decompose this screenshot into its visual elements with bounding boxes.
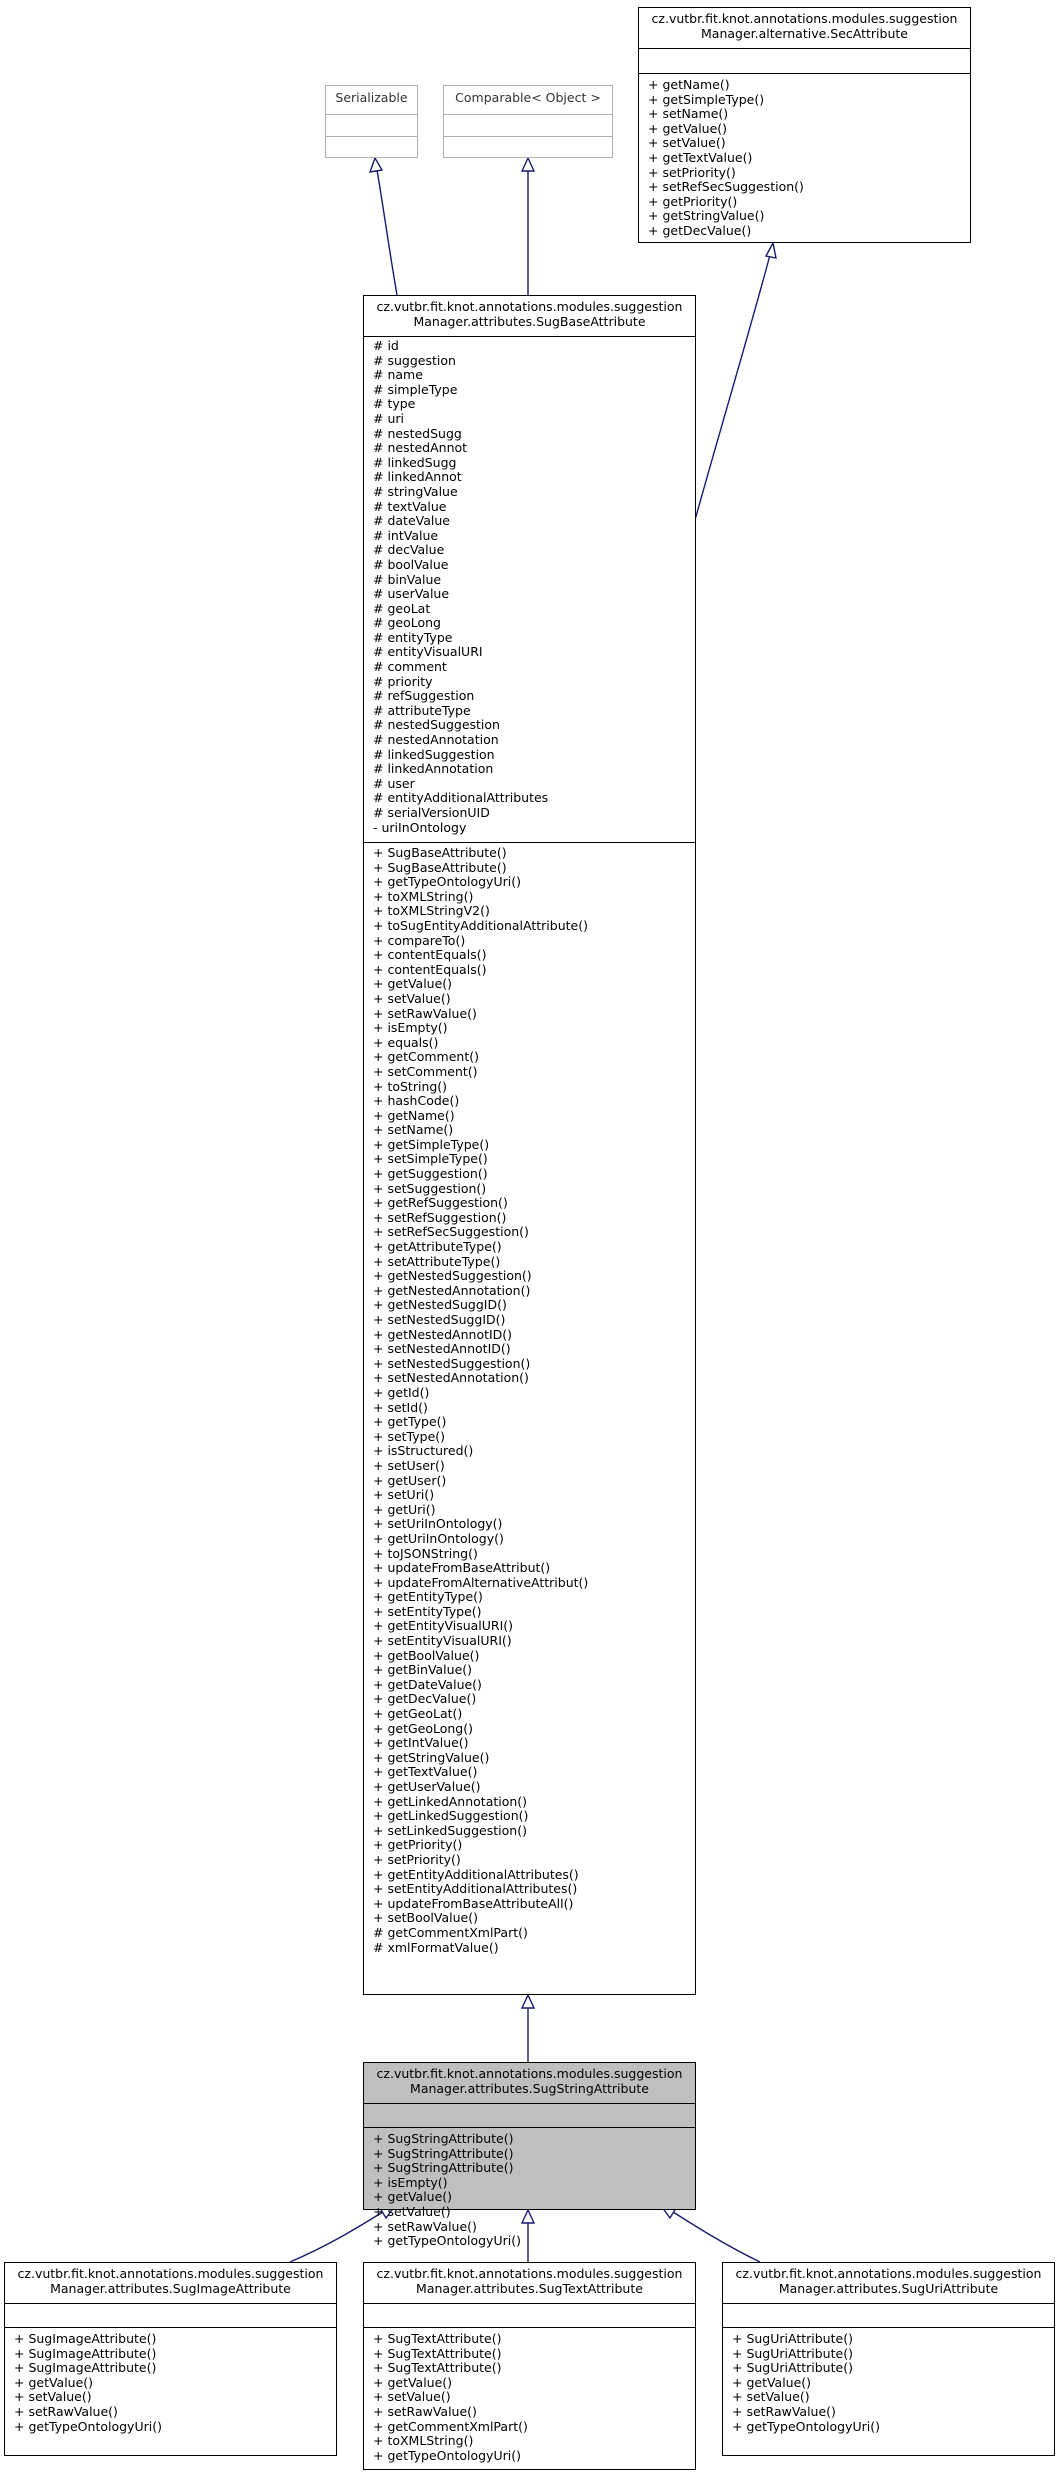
method-entry: + setValue() <box>732 2389 810 2405</box>
method-entry: + setRawValue() <box>14 2403 118 2419</box>
arrowhead-secattribute <box>766 243 776 258</box>
method-entry: + getDateValue() <box>373 1676 482 1692</box>
attribute-entry: # binValue <box>373 571 442 587</box>
method-entry: + toXMLString() <box>373 2433 474 2449</box>
class-sug-text-attribute <box>363 2262 696 2470</box>
attribute-entry: # linkedSuggestion <box>373 746 495 762</box>
method-entry: + setAttributeType() <box>373 1253 501 1269</box>
method-entry: + getGeoLat() <box>373 1706 463 1722</box>
method-entry: + getValue() <box>14 2374 94 2390</box>
class-sug-image-attribute <box>4 2262 337 2456</box>
class-title <box>364 2063 695 2103</box>
class-title-text: Serializable <box>335 90 408 105</box>
attributes-section <box>5 2303 336 2327</box>
method-entry: + toJSONString() <box>373 1545 478 1561</box>
method-entry: + getValue() <box>732 2374 812 2390</box>
class-title-line2: Manager.attributes.SugTextAttribute <box>416 2281 643 2296</box>
method-entry: + getSimpleType() <box>373 1136 490 1152</box>
class-sug-uri-attribute <box>722 2262 1055 2456</box>
method-entry: + getEntityType() <box>373 1589 483 1605</box>
attribute-entry: # linkedAnnotation <box>373 761 494 777</box>
method-entry: + setType() <box>373 1428 446 1444</box>
method-entry: + getEntityAdditionalAttributes() <box>373 1866 579 1882</box>
attribute-entry: # userValue <box>373 586 450 602</box>
attribute-entry: # refSuggestion <box>373 688 475 704</box>
method-entry: + getNestedAnnotID() <box>373 1326 513 1342</box>
attribute-entry: # type <box>373 396 416 412</box>
attribute-entry: # nestedAnnot <box>373 440 468 456</box>
attribute-entry: # geoLong <box>373 615 441 631</box>
method-entry: + equals() <box>373 1034 439 1050</box>
class-title-line1: cz.vutbr.fit.knot.annotations.modules.suggestion <box>735 2266 1042 2281</box>
attribute-entry: # nestedAnnotation <box>373 732 499 748</box>
method-entry: + contentEquals() <box>373 961 487 977</box>
class-title-line2: Manager.attributes.SugBaseAttribute <box>413 314 646 329</box>
attribute-entry: # attributeType <box>373 702 471 718</box>
method-entry: + hashCode() <box>373 1093 460 1109</box>
attribute-entry: # comment <box>373 659 447 675</box>
method-entry: + getUri() <box>373 1501 436 1517</box>
attribute-entry: # entityType <box>373 629 453 645</box>
method-entry: + toString() <box>373 1078 448 1094</box>
attribute-entry: # uri <box>373 410 404 426</box>
class-title-line1: cz.vutbr.fit.knot.annotations.modules.suggestion <box>376 2066 683 2081</box>
method-entry: + getTypeOntologyUri() <box>732 2418 880 2434</box>
attributes-section <box>444 114 612 136</box>
method-entry: + getSimpleType() <box>648 91 765 107</box>
method-entry: + setRawValue() <box>732 2403 836 2419</box>
attribute-entry: # stringValue <box>373 483 458 499</box>
method-entry: + SugImageAttribute() <box>14 2360 157 2376</box>
methods-section <box>723 2327 1054 2434</box>
method-entry: + getStringValue() <box>373 1749 490 1765</box>
class-title-line2: Manager.attributes.SugStringAttribute <box>410 2081 649 2096</box>
class-sug-string-attribute <box>363 2062 696 2249</box>
method-entry: + setValue() <box>373 990 451 1006</box>
method-entry: + getCommentXmlPart() <box>373 2418 528 2434</box>
attributes-section <box>639 48 970 73</box>
attribute-entry: # textValue <box>373 498 447 514</box>
attribute-entry: # intValue <box>373 527 439 543</box>
method-entry: + isEmpty() <box>373 1020 448 1036</box>
method-entry: + SugBaseAttribute() <box>373 859 507 875</box>
method-entry: + setNestedAnnotID() <box>373 1341 511 1357</box>
class-title <box>326 86 417 114</box>
method-entry: + contentEquals() <box>373 947 487 963</box>
attribute-entry: - uriInOntology <box>373 819 467 835</box>
method-entry: + setPriority() <box>648 164 736 180</box>
method-entry: + isEmpty() <box>373 2174 448 2190</box>
method-entry: + setId() <box>373 1399 428 1415</box>
method-entry: + getLinkedAnnotation() <box>373 1793 528 1809</box>
method-entry: + setValue() <box>373 2203 451 2219</box>
method-entry: + setRawValue() <box>373 1005 477 1021</box>
method-entry: + setSuggestion() <box>373 1180 487 1196</box>
method-entry: + updateFromAlternativeAttribut() <box>373 1574 589 1590</box>
method-entry: + getValue() <box>373 2374 453 2390</box>
method-entry: + getTextValue() <box>373 1764 478 1780</box>
method-entry: + getTypeOntologyUri() <box>373 874 521 890</box>
method-entry: + getComment() <box>373 1049 479 1065</box>
method-entry: + getUser() <box>373 1472 447 1488</box>
method-entry: + setComment() <box>373 1063 478 1079</box>
method-entry: + setValue() <box>648 135 726 151</box>
method-entry: + getTextValue() <box>648 149 753 165</box>
class-title <box>444 86 612 114</box>
method-entry: + getBoolValue() <box>373 1647 480 1663</box>
method-entry: + getUriInOntology() <box>373 1530 504 1546</box>
method-entry: + SugBaseAttribute() <box>373 845 507 860</box>
method-entry: + getId() <box>373 1384 430 1400</box>
method-entry: + setSimpleType() <box>373 1151 488 1167</box>
attribute-entry: # nestedSuggestion <box>373 717 500 733</box>
attribute-entry: # entityAdditionalAttributes <box>373 790 549 806</box>
attribute-entry: # linkedSugg <box>373 454 457 470</box>
arrowhead-serializable <box>370 158 382 172</box>
attribute-entry: # geoLat <box>373 600 431 616</box>
method-entry: + getIntValue() <box>373 1735 469 1751</box>
methods-section <box>364 2127 695 2249</box>
attribute-entry: # suggestion <box>373 352 456 368</box>
method-entry: + getName() <box>373 1107 455 1123</box>
method-entry: + setEntityType() <box>373 1603 482 1619</box>
attribute-entry: # id <box>373 338 399 353</box>
method-entry: + setEntityVisualURI() <box>373 1633 512 1649</box>
class-title-line1: cz.vutbr.fit.knot.annotations.modules.suggestion <box>376 2266 683 2281</box>
methods-section <box>326 136 417 157</box>
methods-section <box>364 2327 695 2463</box>
method-entry: + getAttributeType() <box>373 1239 502 1255</box>
attribute-entry: # dateValue <box>373 513 450 529</box>
method-entry: + getType() <box>373 1414 447 1430</box>
attribute-entry: # user <box>373 775 415 791</box>
class-title-line2: Manager.attributes.SugUriAttribute <box>778 2281 999 2296</box>
method-entry: + getNestedSuggestion() <box>373 1268 532 1284</box>
attributes-section <box>364 2103 695 2127</box>
method-entry: + setUri() <box>373 1487 435 1503</box>
class-title-line2: Manager.alternative.SecAttribute <box>701 26 908 41</box>
method-entry: + setUriInOntology() <box>373 1516 503 1532</box>
method-entry: + setNestedSuggID() <box>373 1312 506 1327</box>
method-entry: + getValue() <box>373 2189 453 2205</box>
class-comparable <box>443 85 613 158</box>
method-entry: + getBinValue() <box>373 1662 473 1678</box>
method-entry: + SugUriAttribute() <box>732 2331 853 2346</box>
arrowhead-base <box>522 1995 534 2008</box>
method-entry: + getTypeOntologyUri() <box>373 2233 521 2249</box>
method-entry: + getDecValue() <box>373 1691 477 1707</box>
method-entry: + SugStringAttribute() <box>373 2145 514 2161</box>
method-entry: + getNestedAnnotation() <box>373 1282 531 1298</box>
method-entry: + SugStringAttribute() <box>373 2131 514 2146</box>
method-entry: + setLinkedSuggestion() <box>373 1822 527 1838</box>
attribute-entry: # serialVersionUID <box>373 805 490 820</box>
class-title <box>364 296 695 336</box>
attribute-entry: # nestedSugg <box>373 425 462 441</box>
method-entry: # xmlFormatValue() <box>373 1939 499 1955</box>
methods-section <box>639 73 970 239</box>
arrowhead-comparable <box>522 158 534 171</box>
method-entry: + setEntityAdditionalAttributes() <box>373 1881 578 1897</box>
method-entry: + getSuggestion() <box>373 1166 488 1182</box>
method-entry: + setRawValue() <box>373 2218 477 2234</box>
method-entry: + setNestedSuggestion() <box>373 1355 531 1371</box>
class-title-line1: cz.vutbr.fit.knot.annotations.modules.suggestion <box>651 11 958 26</box>
attribute-entry: # simpleType <box>373 381 458 397</box>
attribute-entry: # entityVisualURI <box>373 644 483 660</box>
method-entry: + SugStringAttribute() <box>373 2160 514 2176</box>
method-entry: + SugImageAttribute() <box>14 2345 157 2361</box>
method-entry: + getValue() <box>648 120 728 136</box>
attribute-entry: # linkedAnnot <box>373 469 462 485</box>
edge-base-to-serializable <box>377 170 397 295</box>
attribute-entry: # boolValue <box>373 556 449 572</box>
method-entry: + getValue() <box>373 976 453 992</box>
class-sec-attribute <box>638 7 971 243</box>
method-entry: + getRefSuggestion() <box>373 1195 508 1211</box>
class-title <box>5 2263 336 2303</box>
method-entry: + SugTextAttribute() <box>373 2345 502 2361</box>
method-entry: + updateFromBaseAttribut() <box>373 1560 551 1576</box>
method-entry: + setRawValue() <box>373 2403 477 2419</box>
method-entry: + toXMLString() <box>373 888 474 904</box>
method-entry: + getDecValue() <box>648 222 752 238</box>
method-entry: + SugUriAttribute() <box>732 2360 853 2376</box>
method-entry: + getNestedSuggID() <box>373 1297 507 1313</box>
method-entry: + getTypeOntologyUri() <box>373 2447 521 2463</box>
attribute-entry: # name <box>373 367 423 383</box>
methods-section <box>364 842 695 1955</box>
methods-section <box>444 136 612 157</box>
method-entry: + setRefSecSuggestion() <box>648 179 804 195</box>
method-entry: + SugImageAttribute() <box>14 2331 157 2346</box>
method-entry: + setBoolValue() <box>373 1910 478 1926</box>
method-entry: + setValue() <box>373 2389 451 2405</box>
method-entry: + setName() <box>648 106 729 122</box>
method-entry: + toXMLStringV2() <box>373 903 490 919</box>
methods-section <box>5 2327 336 2434</box>
class-title <box>639 8 970 48</box>
method-entry: + setRefSecSuggestion() <box>373 1224 529 1240</box>
attributes-section <box>364 2303 695 2327</box>
method-entry: # getCommentXmlPart() <box>373 1924 528 1940</box>
edge-base-to-secattribute <box>695 255 770 520</box>
method-entry: + SugUriAttribute() <box>732 2345 853 2361</box>
class-title <box>364 2263 695 2303</box>
method-entry: + setValue() <box>14 2389 92 2405</box>
method-entry: + getLinkedSuggestion() <box>373 1808 529 1824</box>
method-entry: + getEntityVisualURI() <box>373 1618 514 1634</box>
attributes-section <box>326 114 417 136</box>
attribute-entry: # priority <box>373 673 433 689</box>
attributes-section <box>723 2303 1054 2327</box>
method-entry: + getUserValue() <box>373 1779 481 1794</box>
method-entry: + isStructured() <box>373 1443 474 1459</box>
method-entry: + compareTo() <box>373 932 466 948</box>
class-serializable <box>325 85 418 158</box>
class-title <box>723 2263 1054 2303</box>
method-entry: + getTypeOntologyUri() <box>14 2418 162 2434</box>
attributes-section <box>364 336 695 842</box>
method-entry: + setUser() <box>373 1457 445 1473</box>
method-entry: + getPriority() <box>648 193 738 209</box>
method-entry: + getName() <box>648 77 730 92</box>
class-title-line1: cz.vutbr.fit.knot.annotations.modules.suggestion <box>17 2266 324 2281</box>
method-entry: + SugTextAttribute() <box>373 2360 502 2376</box>
method-entry: + updateFromBaseAttributeAll() <box>373 1895 574 1911</box>
method-entry: + getStringValue() <box>648 208 765 224</box>
class-title-line1: cz.vutbr.fit.knot.annotations.modules.suggestion <box>376 299 683 314</box>
class-sug-base-attribute <box>363 295 696 1995</box>
method-entry: + toSugEntityAdditionalAttribute() <box>373 917 588 933</box>
method-entry: + setNestedAnnotation() <box>373 1370 529 1386</box>
class-title-line2: Manager.attributes.SugImageAttribute <box>50 2281 291 2296</box>
method-entry: + SugTextAttribute() <box>373 2331 502 2346</box>
method-entry: + setRefSuggestion() <box>373 1209 507 1225</box>
method-entry: + setName() <box>373 1122 454 1138</box>
attribute-entry: # decValue <box>373 542 445 558</box>
method-entry: + getPriority() <box>373 1837 463 1853</box>
method-entry: + getGeoLong() <box>373 1720 473 1736</box>
method-entry: + setPriority() <box>373 1851 461 1867</box>
class-title-text: Comparable< Object > <box>455 90 601 105</box>
